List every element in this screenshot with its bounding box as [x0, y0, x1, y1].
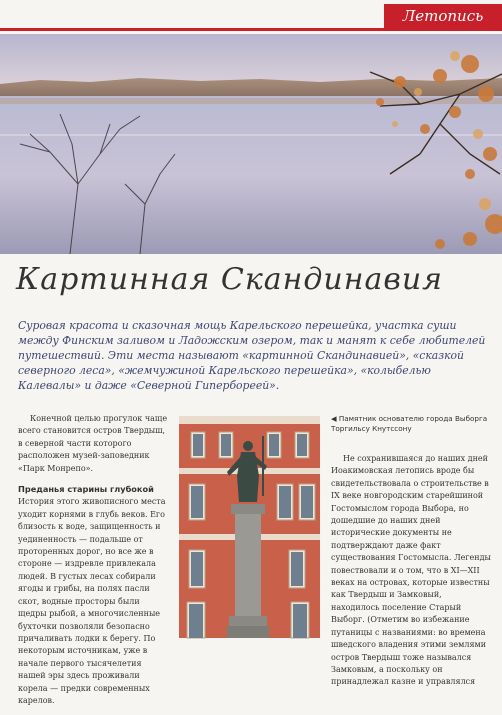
caption-arrow-icon: ◀ — [331, 414, 337, 423]
section-subheading: Преданья старины глубокой — [18, 484, 154, 495]
article-intro: Суровая красота и сказочная мощь Карельского перешейка, участка суши между Финским заливом и Ладожским озером, так и манят к себе любителей путешествий. Эти места называют «картинной Скандинавией», «сказкой северного леса», «жемчужиной Карельского перешейка», «колыбелью Калевалы» и даже «Северной Гиперборeей». — [18, 319, 486, 392]
paragraph: Конечной целью прогулок чаще всего становится остров Твердыш, в северной части которого расположен музей-заповедник «Парк Монрепо». — [18, 414, 168, 473]
hero-photo — [0, 34, 502, 254]
photo-caption — [331, 414, 493, 434]
text-column-right: Не сохранившаяся до наших дней Иоакимовская летопись вроде бы свидетельствовала о строительстве в IX веке новгородским старейшиной Гостомыслом города Выбора, но дошедшие до наших дней исторические документы не подтверждают даже факт существования Гостомысла. Легенды повествовали и о том, что в XI—XII веках на островах, которые известны как Твердыш и Замковый, находилось поселение Старый Выборг. (Отметим во избежание путаницы с названиями: во времена шведского владения этими землями остров Твердыш тоже назывался Замковым, а поскольку он принадлежал казне и управлялся — [331, 454, 491, 687]
paragraph: История этого живописного места уходит корнями в глубь веков. Его близость к воде, защищенность и уединенность — подальше от проторенных дорог, но все же в стороне — издревле привлекала людей. В густых лесах собирали ягоды и грибы, на полях пасли скот, водные просторы были щедры рыбой, а многочисленные бухточки позволяли безопасно причаливать лодки к берегу. По некоторым источникам, уже в начале первого тысячелетия нашей эры здесь проживали корела — предки современных карелов. — [18, 497, 166, 705]
section-tag: Летопись — [384, 4, 502, 28]
caption-text: Памятник основателю города Выборга Торгильсу Кнутссону — [331, 414, 488, 433]
text-column-left — [18, 413, 170, 715]
monument-photo — [179, 416, 320, 638]
article-headline: Картинная Скандинавия — [16, 262, 444, 297]
header-rule — [0, 28, 502, 31]
